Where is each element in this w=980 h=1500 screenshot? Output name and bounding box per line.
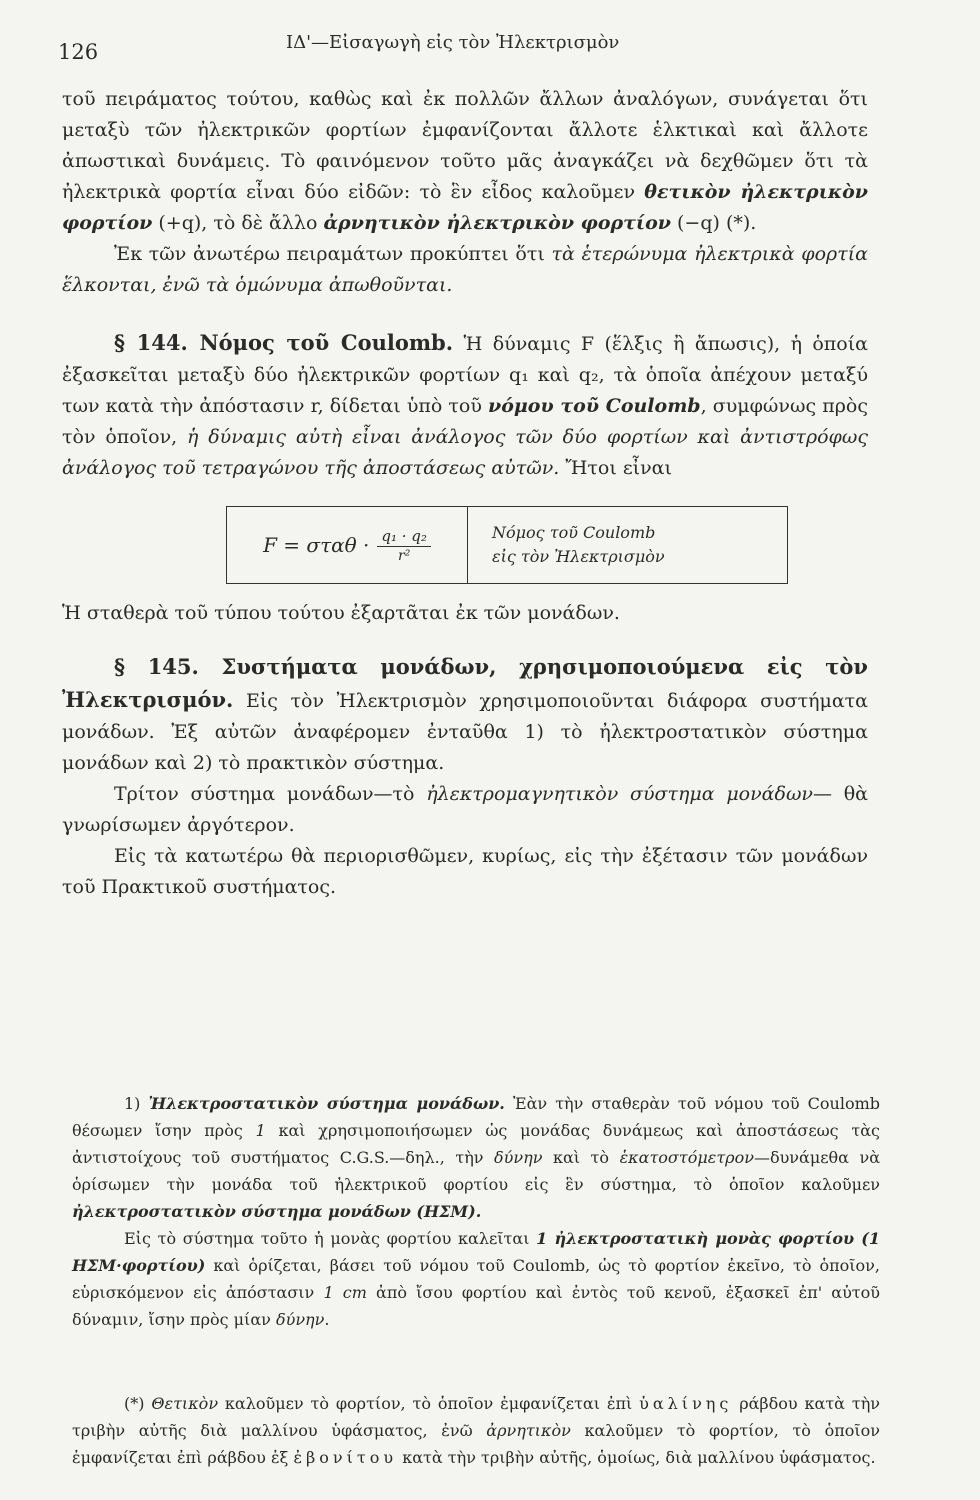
section-145 <box>62 651 868 779</box>
paragraph-practical-system: Εἰς τὰ κατωτέρω θὰ περιορισθῶμεν, κυρίως, εἰς τὴν ἐξέτασιν τῶν μονάδων τοῦ Πρακτικοῦ συστήματος. <box>62 845 868 898</box>
term-electromagnetic-system: ἠλεκτρομαγνητικὸν σύστημα μονάδων <box>426 783 813 805</box>
running-head: ΙΔ'—Εἰσαγωγὴ εἰς τὸν Ἠλεκτρισμὸν <box>286 32 620 53</box>
text-run: δύνην <box>494 1148 543 1167</box>
text-run: Ἐὰν τὴν σταθερὰν τοῦ νόμου τοῦ Coulomb θέσωμεν ἴσην πρὸς <box>72 1094 881 1140</box>
footnote-asterisk <box>72 1390 880 1471</box>
term-negative-charge: ἀρνητικὸν ἠλεκτρικὸν φορτίον <box>323 212 671 234</box>
text-run: 1 <box>255 1121 266 1140</box>
term-coulomb-law: νόμου τοῦ Coulomb <box>488 395 701 417</box>
section-144 <box>62 327 868 484</box>
text-run: —δυνάμεθα νὰ ὁρίσωμεν τὴν μονάδα τοῦ ἠλεκτρικοῦ φορτίου εἰς ἓν σύστημα, τὸ ὁποῖον καλοῦμεν <box>72 1148 881 1194</box>
paragraph-attraction-rule <box>62 239 868 301</box>
text-run: (*) <box>124 1394 152 1413</box>
text-run: Εἰς τὸν Ἠλεκτρισμὸν χρησιμοποιοῦνται διάφορα συστήματα μονάδων. Ἐξ αὐτῶν ἀναφέρομεν ἐνταῦθα 1) τὸ ἠλεκτροστατικὸν σύστημα μονάδων καὶ 2) τὸ πρακτικὸν σύστημα. <box>62 690 868 774</box>
rule-statement: τὰ ἑτερώνυμα ἠλεκτρικὰ φορτία ἕλκονται, ἐνῶ τὰ ὁμώνυμα ἀπωθοῦνται. <box>62 243 868 296</box>
term-esu-system: ἠλεκτροστατικὸν σύστημα μονάδων (ΗΣΜ). <box>72 1202 482 1221</box>
main-text <box>62 84 868 903</box>
text-run: ἐβονίτου <box>293 1448 398 1467</box>
text-run: καλοῦμεν τὸ φορτίον, τὸ ὁποῖον ἐμφανίζεται ἐπὶ ράβδου ἐξ <box>72 1421 881 1467</box>
text-run: Ἡ δύναμις F (ἕλξις ἢ ἄπωσις), ἡ ὁποία ἐξασκεῖται μεταξὺ δύο ἠλεκτρικῶν φορτίων q₁ καὶ q₂, τὰ ὁποῖα ἀπέχουν μεταξύ των κατὰ τὴν ἀπόστασιν r, δίδεται ὑπὸ τοῦ <box>62 333 868 417</box>
text-run: κατὰ τὴν τριβὴν αὐτῆς, ὁμοίως, διὰ μαλλίνου ὑφάσματος. <box>397 1448 876 1467</box>
footnote-number: 1) <box>124 1094 149 1113</box>
formula-numerator: q₁ · q₂ <box>377 526 431 547</box>
text-run: δύνην <box>275 1310 325 1329</box>
text-run: (+q), τὸ δὲ ἄλλο <box>152 212 324 234</box>
text-run: ἑκατοστόμετρον <box>619 1148 754 1167</box>
formula-expression <box>227 507 468 583</box>
law-statement: ἡ δύναμις αὐτὴ εἶναι ἀνάλογος τῶν δύο φορτίων καὶ ἀντιστρόφως ἀνάλογος τοῦ τετραγώνου τῆς ἀποστάσεως αὐτῶν. <box>62 426 868 479</box>
footnote-heading: Ἠλεκτροστατικὸν σύστημα μονάδων. <box>148 1094 505 1113</box>
footnote-1-continued <box>72 1225 880 1333</box>
formula-label <box>468 507 787 583</box>
paragraph-third-system <box>62 779 868 841</box>
footnotes <box>72 1090 880 1333</box>
paragraph-constant: Ἡ σταθερὰ τοῦ τύπου τούτου ἐξαρτᾶται ἐκ τῶν μονάδων. <box>62 602 620 624</box>
formula-denominator: r² <box>398 547 411 564</box>
text-run: Τρίτον σύστημα μονάδων—τὸ <box>114 783 427 805</box>
text-run: — θὰ γνωρίσωμεν ἀργότερον. <box>62 783 869 836</box>
section-title-144: § 144. Νόμος τοῦ Coulomb. <box>114 330 454 355</box>
text-run: καὶ ὁρίζεται, βάσει τοῦ νόμου τοῦ Coulomb, ὡς τὸ φορτίον ἐκεῖνο, τὸ ὁποῖον, εὑρισκόμενον εἰς ἀπόστασιν <box>72 1256 880 1302</box>
text-run: , συμφώνως πρὸς τὸν ὁποῖον, <box>62 395 868 448</box>
formula-lhs: F = σταθ · <box>263 532 370 557</box>
footnote-asterisk-text <box>72 1390 880 1471</box>
text-run: καὶ χρησιμοποιήσωμεν ὡς μονάδας δυνάμεως καὶ ἀποστάσεως τὰς ἀντιστοίχους τοῦ συστήματος C.G.S.—δηλ., τὴν <box>72 1121 880 1167</box>
footnote-1 <box>72 1090 880 1225</box>
text-run: ἀπὸ ἴσου φορτίου καὶ ἐντὸς τοῦ κενοῦ, ἐξασκεῖ ἐπ' αὐτοῦ δύναμιν, ἴσην πρὸς μίαν <box>72 1283 881 1329</box>
page-number: 126 <box>58 40 99 64</box>
term-esu-charge: 1 ἠλεκτροστατικὴ μονὰς φορτίου (1 ΗΣΜ·φορτίου) <box>72 1229 881 1275</box>
text-run: τοῦ πειράματος τούτου, καθὼς καὶ ἐκ πολλῶν ἄλλων ἀναλόγων, συνάγεται ὅτι μεταξὺ τῶν ἠλεκτρικῶν φορτίων ἐμφανίζονται ἄλλοτε ἑλκτικαὶ καὶ ἄλλοτε ἀπωστικαὶ δυνάμεις. Τὸ φαινόμενον τοῦτο μᾶς ἀναγκάζει νὰ δεχθῶμεν ὅτι τὰ ἠλεκτρικὰ φορτία εἶναι δύο εἰδῶν: τὸ ἓν εἶδος καλοῦμεν <box>62 88 868 203</box>
text-run: καλοῦμεν τὸ φορτίον, τὸ ὁποῖον ἐμφανίζεται ἐπὶ <box>218 1394 640 1413</box>
formula-label-line1: Νόμος τοῦ Coulomb <box>492 523 656 542</box>
text-run: (−q) (*). <box>670 212 757 234</box>
text-run: ἀρνητικὸν <box>486 1421 571 1440</box>
section-title-145: § 145. Συστήματα μονάδων, χρησιμοποιούμενα εἰς τὸν Ἠλεκτρισμόν. <box>62 654 868 712</box>
paragraph-charges <box>62 84 868 239</box>
formula-label-line2: εἰς τὸν Ἠλεκτρισμὸν <box>492 547 665 566</box>
text-run: . <box>324 1310 330 1329</box>
term-positive-charge: θετικὸν ἠλεκτρικὸν φορτίον <box>62 181 868 234</box>
text-run: Θετικὸν <box>151 1394 219 1413</box>
text-run: 1 cm <box>323 1283 367 1302</box>
text-run: καὶ τὸ <box>542 1148 620 1167</box>
coulomb-formula-box <box>226 506 788 584</box>
text-run: ράβδου κατὰ τὴν τριβὴν αὐτῆς διὰ μαλλίνου ὑφάσματος, ἐνῶ <box>72 1394 881 1440</box>
text-run: Ἤτοι εἶναι <box>559 457 672 479</box>
text-run: ὑαλίνης <box>639 1394 733 1413</box>
page-header <box>58 26 920 66</box>
text-run: Ἐκ τῶν ἀνωτέρω πειραμάτων προκύπτει ὅτι <box>114 243 552 265</box>
formula-fraction <box>377 526 431 565</box>
text-run: Εἰς τὸ σύστημα τοῦτο ἡ μονὰς φορτίου καλεῖται <box>124 1229 537 1248</box>
